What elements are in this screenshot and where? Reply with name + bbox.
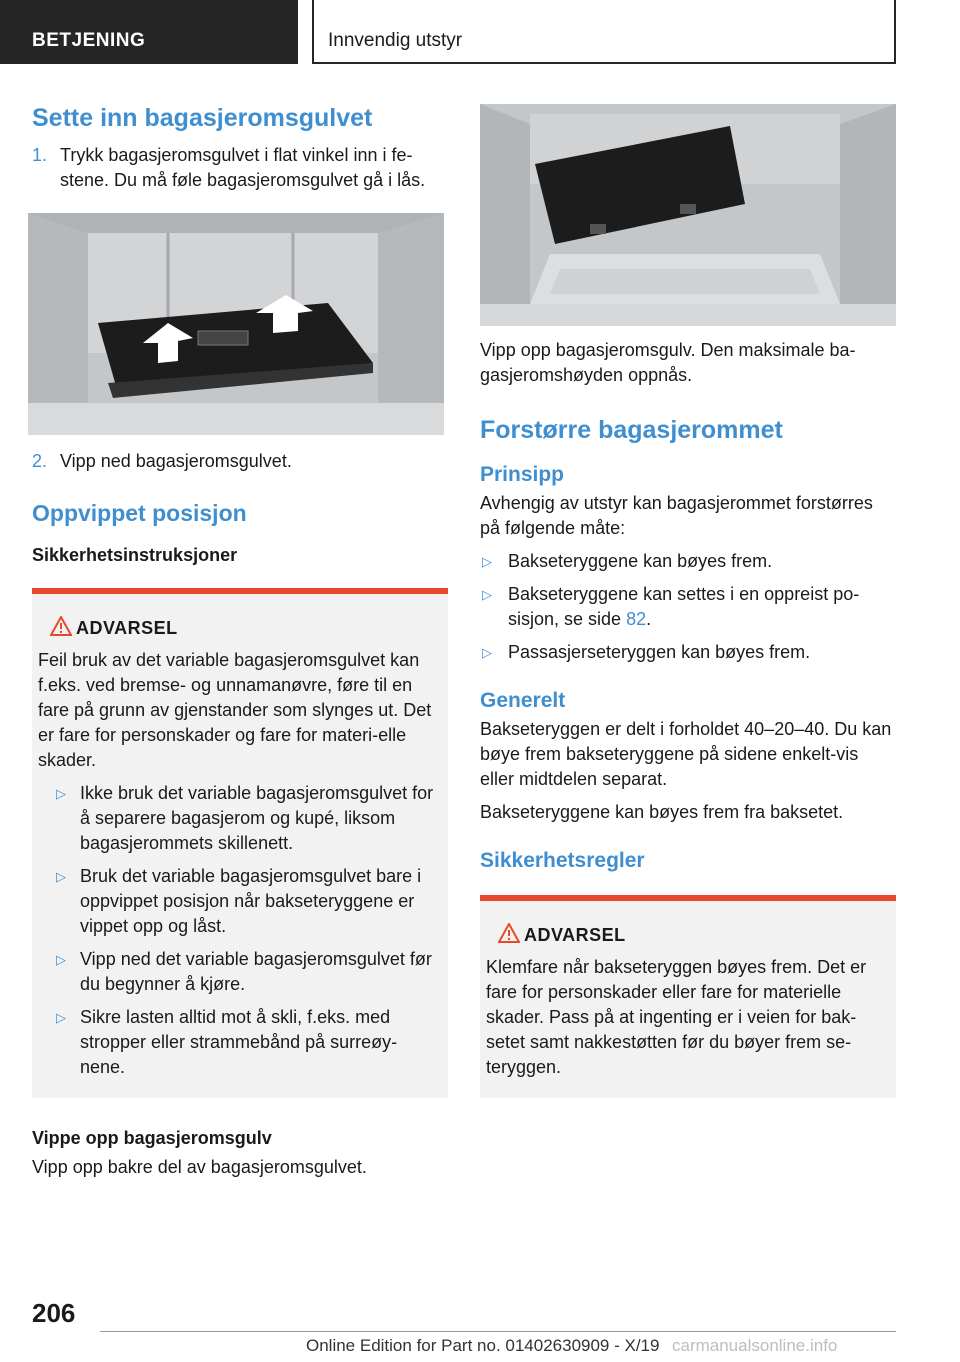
heading-safety-rules: Sikkerhetsregler xyxy=(480,849,645,872)
warning-title-text: ADVARSEL xyxy=(524,925,626,945)
subheading-raise-floor: Vippe opp bagasjeromsgulv xyxy=(32,1128,272,1148)
warning-text: Klemfare når bakseteryggen bøyes frem. Det er fare for personskader eller fare for materielle skader. Pass på at ingenting er i veien for bak-setet samt nakkestøtten før du bøyer frem se-teryggen. xyxy=(486,957,867,1077)
warning-triangle-icon xyxy=(498,923,520,943)
edition-text: Online Edition for Part no. 01402630909 - X/19 xyxy=(306,1336,660,1355)
watermark-text: carmanualsonline.info xyxy=(672,1336,838,1355)
principle-bullet xyxy=(480,549,896,574)
step-1 xyxy=(32,143,448,193)
warning-title-text: ADVARSEL xyxy=(76,618,178,638)
warning-title xyxy=(38,616,438,640)
heading-principle: Prinsipp xyxy=(480,463,565,486)
right-column xyxy=(480,104,896,1098)
warning-bullet xyxy=(38,864,438,939)
trunk-floor-insert-image xyxy=(28,213,444,435)
principle-bullet xyxy=(480,640,896,665)
left-column xyxy=(32,100,448,1180)
step-2 xyxy=(32,449,448,474)
bullet-triangle-icon: ▷ xyxy=(482,554,492,569)
warning-bullet-text: Ikke bruk det variable bagasjeromsgulvet for å separere bagasjerom og kupé, liksom bagasjerommets skillenett. xyxy=(80,783,434,853)
warning-bullet-text: Vipp ned det variable bagasjeromsgulvet før du begynner å kjøre. xyxy=(80,949,432,994)
warning-bullet-text: Sikre lasten alltid mot å skli, f.eks. med stropper eller strammebånd på surreøy-nene. xyxy=(80,1007,398,1077)
bullet-triangle-icon: ▷ xyxy=(482,587,492,602)
heading-enlarge-trunk: Forstørre bagasjerommet xyxy=(480,416,783,444)
heading-general: Generelt xyxy=(480,689,566,712)
warning-triangle-icon xyxy=(50,616,72,636)
page-number: 206 xyxy=(32,1298,76,1328)
principle-bullet-text: Bakseteryggene kan settes i en oppreist po-sisjon, se side xyxy=(508,584,860,629)
principle-bullet-text: Bakseteryggene kan bøyes frem. xyxy=(508,551,773,571)
page-82-link[interactable]: 82 xyxy=(626,609,647,629)
general-text-2: Bakseteryggene kan bøyes frem fra baksetet. xyxy=(480,802,844,822)
warning-box-safety xyxy=(480,895,896,1098)
principle-bullet xyxy=(480,582,896,632)
step-2-text: Vipp ned bagasjeromsgulvet. xyxy=(60,451,292,471)
header-section-tab: BETJENING xyxy=(0,0,298,64)
step-1-text: Trykk bagasjeromsgulvet i flat vinkel inn i fe-stene. Du må føle bagasjeromsgulvet gå i lås. xyxy=(60,145,426,190)
bullet-triangle-icon: ▷ xyxy=(56,869,66,884)
bullet-triangle-icon: ▷ xyxy=(56,952,66,967)
principle-text: Avhengig av utstyr kan bagasjerommet forstørres på følgende måte: xyxy=(480,493,873,538)
step-1-number: 1. xyxy=(32,145,48,165)
safety-instructions-label: Sikkerhetsinstruksjoner xyxy=(32,545,238,565)
step-2-number: 2. xyxy=(32,451,48,471)
raise-floor-text: Vipp opp bakre del av bagasjeromsgulvet. xyxy=(32,1157,367,1177)
principle-bullet-end: . xyxy=(646,609,652,629)
warning-bullet xyxy=(38,1005,438,1080)
heading-insert-floor: Sette inn bagasjeromsgulvet xyxy=(32,104,373,132)
heading-raised-position: Oppvippet posisjon xyxy=(32,500,247,526)
image-caption: Vipp opp bagasjeromsgulv. Den maksimale ba-gasjeromshøyden oppnås. xyxy=(480,340,856,385)
general-text-1: Bakseteryggen er delt i forholdet 40–20–40. Du kan bøye frem bakseteryggene på sidene enkelt-vis eller midtdelen separat. xyxy=(480,719,892,789)
warning-box xyxy=(32,588,448,1098)
bullet-triangle-icon: ▷ xyxy=(56,1010,66,1025)
warning-bullet xyxy=(38,781,438,856)
header-chapter-title: Innvendig utstyr xyxy=(312,0,896,64)
warning-bullet-text: Bruk det variable bagasjeromsgulvet bare i oppvippet posisjon når bakseteryggene er vippet opp og låst. xyxy=(80,866,422,936)
bullet-triangle-icon: ▷ xyxy=(482,645,492,660)
trunk-floor-raised-image xyxy=(480,104,896,326)
footer-divider xyxy=(100,1331,896,1332)
warning-bullet xyxy=(38,947,438,997)
warning-title xyxy=(486,923,886,947)
principle-bullet-text: Passasjerseteryggen kan bøyes frem. xyxy=(508,642,811,662)
warning-text: Feil bruk av det variable bagasjeromsgulvet kan f.eks. ved bremse- og unnamanøvre, føre til en fare på grunn av gjenstander som slynges ut. Det er fare for personskader og fare for materi-elle skader. xyxy=(38,650,432,770)
bullet-triangle-icon: ▷ xyxy=(56,786,66,801)
